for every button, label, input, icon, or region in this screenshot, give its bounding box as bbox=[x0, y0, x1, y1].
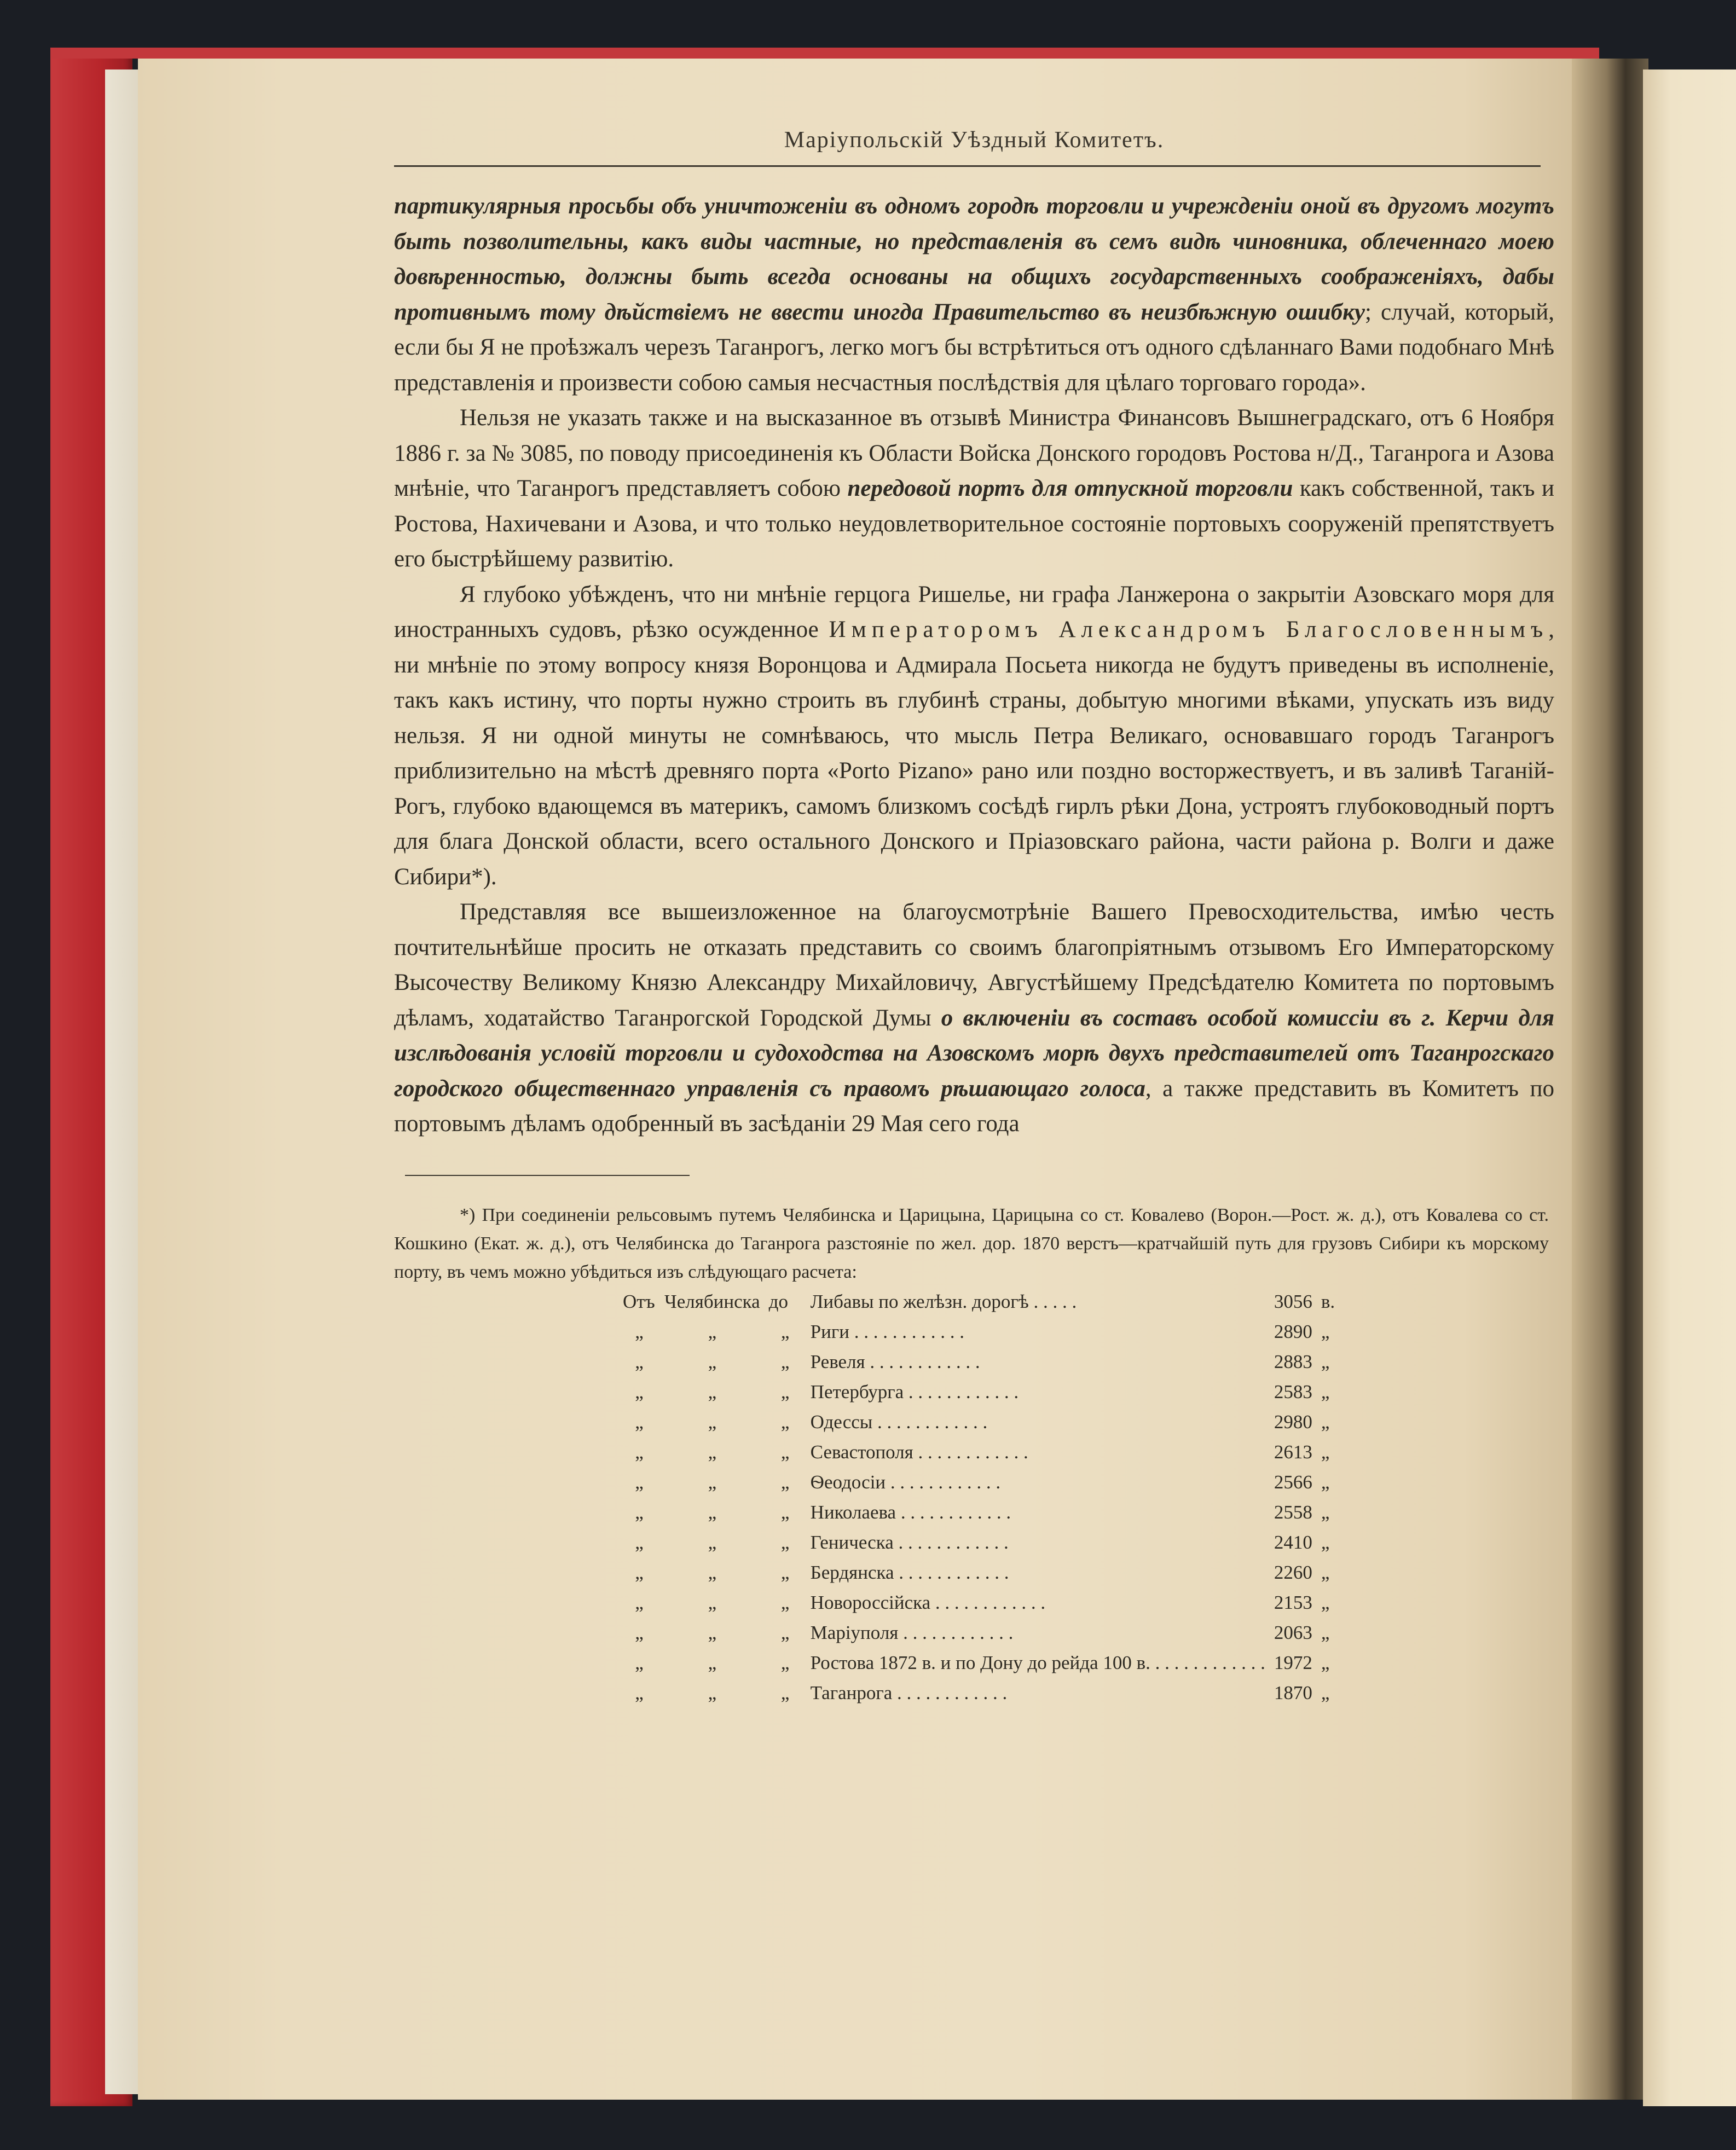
ditto-mark: „ bbox=[780, 1651, 790, 1673]
table-row bbox=[618, 1317, 1339, 1347]
paragraph bbox=[394, 401, 1554, 577]
unit-ditto: „ bbox=[1321, 1320, 1330, 1342]
destination-cell: Одессы . . . . . . . . . . . . bbox=[810, 1411, 988, 1433]
text-run: передовой портъ для отпускной торговли bbox=[847, 476, 1293, 501]
ditto-mark: „ bbox=[708, 1591, 717, 1613]
ditto-mark: „ bbox=[708, 1621, 717, 1643]
distance-cell: 2153 bbox=[1274, 1591, 1312, 1613]
text-run: партикулярныя просьбы объ уничтоженіи въ одномъ городѣ торговли и учрежденіи оной въ другомъ могутъ быть позволительны, какъ виды частные, но представленія въ семъ видѣ чиновника, облеченнаго моею довѣренностью, должны быть всегда основаны на общихъ государственныхъ соображеніяхъ, дабы противнымъ тому дѣйствіемъ не ввести иногда Правительство въ неизбѣжную ошибку bbox=[394, 193, 1554, 325]
ditto-mark: „ bbox=[780, 1561, 790, 1583]
ditto-mark: „ bbox=[780, 1381, 790, 1403]
ditto-mark: „ bbox=[635, 1591, 644, 1613]
ditto-mark: „ bbox=[780, 1591, 790, 1613]
body-text bbox=[394, 189, 1554, 1142]
footnote bbox=[394, 1201, 1549, 1708]
distance-cell: 2883 bbox=[1274, 1351, 1312, 1372]
footnote-rule bbox=[405, 1175, 690, 1176]
distance-cell: 2890 bbox=[1274, 1320, 1312, 1342]
ditto-mark: „ bbox=[635, 1651, 644, 1673]
destination-cell: Севастополя . . . . . . . . . . . . bbox=[810, 1441, 1028, 1463]
ditto-mark: „ bbox=[708, 1471, 717, 1493]
ditto-mark: „ bbox=[635, 1682, 644, 1703]
ditto-mark: „ bbox=[780, 1682, 790, 1703]
unit-ditto: „ bbox=[1321, 1501, 1330, 1523]
to-cell: до bbox=[768, 1290, 788, 1312]
destination-cell: Геническа . . . . . . . . . . . . bbox=[810, 1531, 1009, 1553]
ditto-mark: „ bbox=[708, 1441, 717, 1463]
ditto-mark: „ bbox=[635, 1441, 644, 1463]
ditto-mark: „ bbox=[780, 1320, 790, 1342]
text-run: Императоромъ Александромъ Благословеннымъ bbox=[829, 617, 1549, 642]
table-row bbox=[618, 1587, 1339, 1618]
ditto-mark: „ bbox=[708, 1381, 717, 1403]
unit-ditto: „ bbox=[1321, 1591, 1330, 1613]
distance-cell: 1870 bbox=[1274, 1682, 1312, 1703]
ditto-mark: „ bbox=[708, 1411, 717, 1433]
unit-ditto: „ bbox=[1321, 1441, 1330, 1463]
main-column bbox=[394, 127, 1554, 1708]
ditto-mark: „ bbox=[635, 1561, 644, 1583]
unit-ditto: „ bbox=[1321, 1351, 1330, 1372]
ditto-mark: „ bbox=[708, 1531, 717, 1553]
distance-table bbox=[618, 1286, 1339, 1708]
paragraph bbox=[394, 577, 1554, 895]
unit-ditto: „ bbox=[1321, 1682, 1330, 1703]
book-cover-top bbox=[50, 48, 1599, 59]
text-run: Я глубоко убѣжденъ, что ни мнѣніе герцога Ришелье, ни графа Ланжерона о закрытіи Азовскаго моря для иностранныхъ судовъ, рѣзко осужденное bbox=[394, 581, 1554, 642]
ditto-mark: „ bbox=[780, 1531, 790, 1553]
destination-cell: Ростова 1872 в. и по Дону до рейда 100 в. . . . . . . . . . . . . bbox=[810, 1651, 1265, 1673]
footnote-text: *) При соединеніи рельсовымъ путемъ Челябинска и Царицына, Царицына со ст. Ковалево (Ворон.—Рост. ж. д.), отъ Ковалева со ст. Кошкино (Екат. ж. д.), отъ Челябинска до Таганрога разстояніе по жел. дор. 1870 верстъ—кратчайшій путь для грузовъ Сибири къ морскому порту, въ чемъ можно убѣдиться изъ слѣдующаго расчета: bbox=[394, 1204, 1549, 1282]
destination-cell: Николаева . . . . . . . . . . . . bbox=[810, 1501, 1011, 1523]
unit-ditto: „ bbox=[1321, 1411, 1330, 1433]
text-run: ; случай, который, если бы Я не проѣзжалъ черезъ Таганрогъ, легко могъ бы встрѣтиться отъ одного сдѣланнаго Вами подобнаго Мнѣ представленія и произвести собою самыя несчастныя послѣдствія для цѣлаго торговаго города». bbox=[394, 299, 1554, 396]
text-run: Представляя все вышеизложенное на благоусмотрѣніе Вашего Превосходительства, имѣю честь почтительнѣйше просить не отказать представить со своимъ благопріятнымъ отзывомъ Его Императорскому Высочеству Великому Князю Александру Михайловичу, Августѣйшему Предсѣдателю Комитета по портовымъ дѣламъ, ходатайство Таганрогской Городской Думы bbox=[394, 899, 1554, 1031]
distance-cell: 2558 bbox=[1274, 1501, 1312, 1523]
distance-cell: 3056 bbox=[1274, 1290, 1312, 1312]
book-gutter bbox=[1572, 59, 1648, 2100]
destination-cell: Ѳеодосіи . . . . . . . . . . . . bbox=[810, 1471, 1001, 1493]
ditto-mark: „ bbox=[635, 1411, 644, 1433]
unit-cell: в. bbox=[1321, 1290, 1335, 1312]
unit-ditto: „ bbox=[1321, 1471, 1330, 1493]
ditto-mark: „ bbox=[780, 1471, 790, 1493]
ditto-mark: „ bbox=[780, 1351, 790, 1372]
table-row bbox=[618, 1377, 1339, 1407]
city-cell: Челябинска bbox=[664, 1290, 760, 1312]
ditto-mark: „ bbox=[708, 1651, 717, 1673]
unit-ditto: „ bbox=[1321, 1381, 1330, 1403]
ditto-mark: „ bbox=[708, 1320, 717, 1342]
paragraph bbox=[394, 189, 1554, 401]
table-row bbox=[618, 1407, 1339, 1437]
destination-cell: Риги . . . . . . . . . . . . bbox=[810, 1320, 964, 1342]
distance-cell: 2063 bbox=[1274, 1621, 1312, 1643]
distance-cell: 2583 bbox=[1274, 1381, 1312, 1403]
ditto-mark: „ bbox=[780, 1441, 790, 1463]
table-row bbox=[618, 1557, 1339, 1587]
unit-ditto: „ bbox=[1321, 1621, 1330, 1643]
unit-ditto: „ bbox=[1321, 1561, 1330, 1583]
table-row bbox=[618, 1437, 1339, 1467]
ditto-mark: „ bbox=[708, 1351, 717, 1372]
text-run: Нельзя не указать также и на высказанное въ отзывѣ Министра Финансовъ Вышнеградскаго, отъ 6 Ноября 1886 г. за № 3085, по поводу присоединенія къ Области Войска Донского городовъ Ростова н/Д., Таганрога и Азова мнѣніе, что Таганрогъ представляетъ собою bbox=[394, 405, 1554, 501]
table-row bbox=[618, 1527, 1339, 1557]
ditto-mark: „ bbox=[780, 1411, 790, 1433]
running-header: Маріупольскій Уѣздный Комитетъ. bbox=[784, 128, 1165, 153]
ditto-mark: „ bbox=[708, 1561, 717, 1583]
header-rule bbox=[394, 165, 1541, 167]
text-run: , ни мнѣніе по этому вопросу князя Воронцова и Адмирала Посьета никогда не будутъ приведены въ исполненіе, такъ какъ истину, что порты нужно строить въ глубинѣ страны, добытую многими вѣками, упускать изъ виду нельзя. Я ни одной минуты не сомнѣваюсь, что мысль Петра Великаго, основавшаго городъ Таганрогъ приблизительно на мѣстѣ древняго порта «Porto Pizano» рано или поздно восторжествуетъ, и въ заливѣ Таганій-Рогъ, глубоко вдающемся въ материкъ, самомъ близкомъ сосѣдѣ гирлъ рѣки Дона, устроятъ глубоководный портъ для блага Донской области, всего остального Донского и Пріазовскаго района, части района р. Волги и даже Сибири*). bbox=[394, 617, 1554, 890]
ditto-mark: „ bbox=[708, 1682, 717, 1703]
distance-cell: 2566 bbox=[1274, 1471, 1312, 1493]
table-row bbox=[618, 1286, 1339, 1317]
ditto-mark: „ bbox=[708, 1501, 717, 1523]
unit-ditto: „ bbox=[1321, 1531, 1330, 1553]
table-row bbox=[618, 1678, 1339, 1708]
text-run: о включеніи въ составъ особой комиссіи въ г. Керчи для изслѣдованія условій торговли и судоходства на Азовскомъ морѣ двухъ представителей отъ Таганрогскаго городского общественнаго управленія съ правомъ рѣшающаго голоса bbox=[394, 1005, 1554, 1102]
ditto-mark: „ bbox=[635, 1381, 644, 1403]
distance-cell: 2260 bbox=[1274, 1561, 1312, 1583]
ditto-mark: „ bbox=[635, 1621, 644, 1643]
destination-cell: Ревеля . . . . . . . . . . . . bbox=[810, 1351, 980, 1372]
right-page bbox=[1643, 69, 1736, 2106]
distance-cell: 2980 bbox=[1274, 1411, 1312, 1433]
from-cell: Отъ bbox=[623, 1290, 655, 1312]
table-row bbox=[618, 1497, 1339, 1527]
ditto-mark: „ bbox=[780, 1621, 790, 1643]
destination-cell: Петербурга . . . . . . . . . . . . bbox=[810, 1381, 1019, 1403]
unit-ditto: „ bbox=[1321, 1651, 1330, 1673]
ditto-mark: „ bbox=[635, 1531, 644, 1553]
destination-cell: Новороссійска . . . . . . . . . . . . bbox=[810, 1591, 1046, 1613]
ditto-mark: „ bbox=[780, 1501, 790, 1523]
destination-cell: Таганрога . . . . . . . . . . . . bbox=[810, 1682, 1008, 1703]
ditto-mark: „ bbox=[635, 1501, 644, 1523]
destination-cell: Маріуполя . . . . . . . . . . . . bbox=[810, 1621, 1014, 1643]
destination-cell: Бердянска . . . . . . . . . . . . bbox=[810, 1561, 1009, 1583]
distance-cell: 1972 bbox=[1274, 1651, 1312, 1673]
table-row bbox=[618, 1467, 1339, 1497]
table-row bbox=[618, 1648, 1339, 1678]
table-row bbox=[618, 1618, 1339, 1648]
destination-cell: Либавы по желѣзн. дорогѣ . . . . . bbox=[810, 1290, 1077, 1312]
ditto-mark: „ bbox=[635, 1471, 644, 1493]
distance-cell: 2410 bbox=[1274, 1531, 1312, 1553]
table-row bbox=[618, 1347, 1339, 1377]
text-run: какъ собственной, такъ и Ростова, Нахичевани и Азова, и что только неудовлетворительное состояніе портовыхъ сооруженій препятствуетъ его быстрѣйшему развитію. bbox=[394, 476, 1554, 572]
text-run: , а также представить въ Комитетъ по портовымъ дѣламъ одобренный въ засѣданіи 29 Мая сего года bbox=[394, 1075, 1555, 1137]
ditto-mark: „ bbox=[635, 1320, 644, 1342]
paragraph bbox=[394, 895, 1554, 1142]
distance-cell: 2613 bbox=[1274, 1441, 1312, 1463]
ditto-mark: „ bbox=[635, 1351, 644, 1372]
